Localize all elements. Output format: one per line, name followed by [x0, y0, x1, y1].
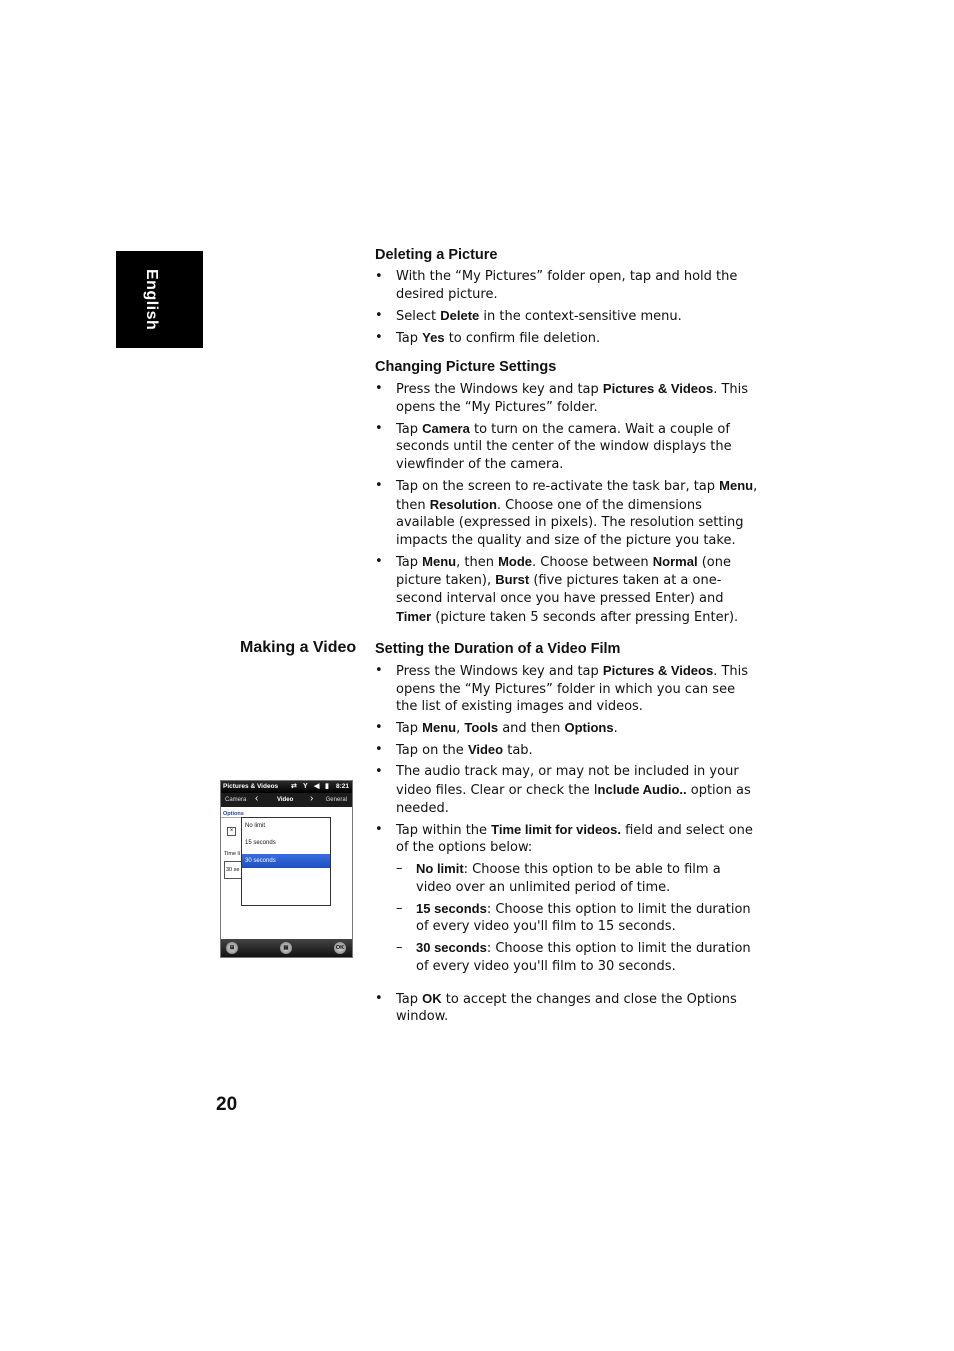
antenna-icon: Y: [303, 783, 308, 790]
battery-icon: ▮: [325, 783, 329, 790]
include-audio-checkbox[interactable]: ×: [227, 827, 236, 836]
list-item: • The audio track may, or may not be included in your video files. Clear or check the Include Audio.. option as needed.: [375, 763, 760, 817]
list-item: • Tap within the Time limit for videos. field and select one of the options below: – No limit: Choose this option to be able to film a video over an unlimited period of time. – 15 seconds: Choose this option to limit the duration of every video you'll film to 15 seconds. – 30 seconds: Choose this option to limit the duration of every video you'll film to 30 seconds.: [375, 821, 760, 976]
changing-heading: Changing Picture Settings: [375, 359, 557, 375]
phone-app-title: Pictures & Videos: [223, 783, 279, 790]
windows-start-icon[interactable]: ⊞: [226, 942, 238, 954]
making-video-title: Making a Video: [240, 639, 357, 656]
list-item: • Select Delete in the context-sensitive menu.: [375, 307, 760, 326]
tab-video[interactable]: Video: [277, 797, 294, 803]
phone-clock: 8:21: [335, 783, 349, 790]
deleting-heading: Deleting a Picture: [375, 247, 498, 263]
list-item: • Tap Menu, then Mode. Choose between Normal (one picture taken), Burst (five pictures taken at a one-second interval once you have pressed Enter) and Timer (picture taken 5 seconds after pressing Enter).: [375, 553, 760, 626]
phone-screenshot: [220, 780, 353, 958]
list-item: • Tap Yes to confirm file deletion.: [375, 329, 760, 348]
list-item: • Tap OK to accept the changes and close the Options window.: [375, 990, 760, 1026]
tab-general[interactable]: General: [325, 797, 347, 803]
video-list: [375, 662, 760, 1026]
volume-icon: ◀: [314, 783, 320, 790]
video-section: [375, 640, 760, 1029]
list-item: • Press the Windows key and tap Pictures & Videos. This opens the “My Pictures” folder.: [375, 380, 760, 416]
list-item: • Press the Windows key and tap Pictures & Videos. This opens the “My Pictures” folder in which you can see the list of existing images and videos.: [375, 662, 760, 716]
list-item: – No limit: Choose this option to be able to film a video over an unlimited period of time.: [396, 860, 760, 896]
page-number: 20: [216, 1094, 238, 1115]
list-item: • Tap on the screen to re-activate the task bar, tap Menu, then Resolution. Choose one of the dimensions available (expressed in pixels). The resolution setting impacts the quality and size of the picture you take.: [375, 477, 760, 549]
dropdown-option-15-seconds[interactable]: 15 seconds: [245, 840, 276, 846]
list-item: – 15 seconds: Choose this option to limit the duration of every video you'll film to 15 seconds.: [396, 900, 760, 936]
time-limit-label: Time li: [224, 851, 240, 857]
chevron-left-icon[interactable]: ‹: [255, 793, 259, 804]
time-limit-dropdown: [241, 817, 331, 906]
list-item: • Tap Menu, Tools and then Options.: [375, 719, 760, 738]
list-item: – 30 seconds: Choose this option to limit the duration of every video you'll film to 30 seconds.: [396, 939, 760, 975]
signal-icon: ⇄: [291, 783, 297, 790]
language-tab: [116, 251, 203, 348]
ok-button[interactable]: OK: [334, 942, 346, 954]
changing-list: [375, 380, 760, 626]
chevron-right-icon[interactable]: ›: [310, 793, 314, 804]
list-item: • Tap Camera to turn on the camera. Wait a couple of seconds until the center of the window displays the viewfinder of the camera.: [375, 420, 760, 474]
options-sublist: [396, 860, 760, 976]
language-tab-label: English: [143, 269, 160, 331]
deleting-list: [375, 268, 760, 347]
dropdown-option-no-limit[interactable]: No limit: [245, 823, 266, 829]
dropdown-option-30-seconds[interactable]: 30 seconds: [242, 854, 330, 868]
phone-status-bar: [221, 781, 352, 793]
keyboard-icon[interactable]: ▤: [280, 942, 292, 954]
video-heading: Setting the Duration of a Video Film: [375, 641, 621, 657]
list-item: • With the “My Pictures” folder open, tap and hold the desired picture.: [375, 268, 760, 303]
phone-bottom-bar: [221, 939, 352, 957]
deleting-section: [375, 246, 760, 351]
phone-options-label: Options: [221, 807, 283, 818]
tab-camera[interactable]: Camera: [225, 797, 247, 803]
changing-section: [375, 358, 760, 630]
list-item: • Tap on the Video tab.: [375, 741, 760, 760]
time-limit-select[interactable]: 30 se: [224, 861, 244, 879]
phone-tab-bar: [221, 793, 352, 807]
